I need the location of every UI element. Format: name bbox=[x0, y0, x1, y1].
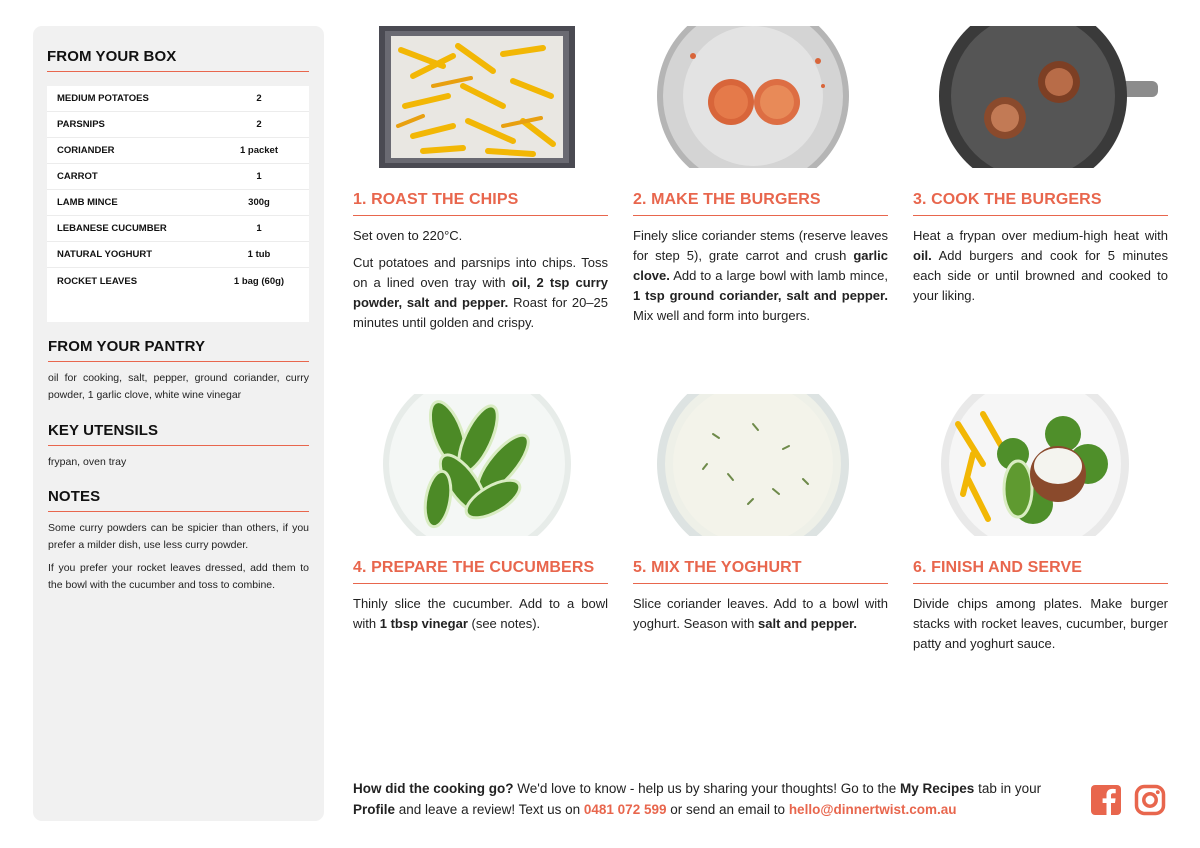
step-title: 1. ROAST THE CHIPS bbox=[353, 191, 608, 216]
ingredient-row bbox=[47, 138, 309, 164]
footer-text-run: and leave a review! Text us on bbox=[395, 802, 584, 817]
step-text-run: Finely slice coriander stems (reserve leaves for step 5), grate carrot and crush bbox=[633, 228, 888, 263]
ingredient-quantity: 1 tub bbox=[247, 249, 271, 260]
notes-paragraph: If you prefer your rocket leaves dressed, add them to the bowl with the cucumber and toss to combine. bbox=[48, 562, 309, 591]
step-paragraph bbox=[353, 226, 608, 246]
ingredient-quantity: 1 bag (60g) bbox=[233, 275, 285, 287]
ingredient-name: LAMB MINCE bbox=[57, 197, 118, 208]
step-text-run: Heat a frypan over medium-high heat with bbox=[913, 228, 1168, 243]
step-1 bbox=[353, 26, 608, 333]
ingredient-name: CORIANDER bbox=[57, 145, 115, 156]
step-title: 2. MAKE THE BURGERS bbox=[633, 191, 888, 216]
ingredient-quantity: 1 bbox=[256, 171, 262, 182]
step-5 bbox=[633, 394, 888, 634]
step-text-run: Set oven to 220°C. bbox=[353, 228, 463, 243]
step-title: 3. COOK THE BURGERS bbox=[913, 191, 1168, 216]
step-text-run: Roast for 20–25 minutes until golden and crispy. bbox=[353, 295, 608, 330]
ingredient-name: PARSNIPS bbox=[57, 119, 105, 130]
step-text-run: Cut potatoes and parsnips into chips. Toss on a lined oven tray with bbox=[353, 255, 608, 290]
ingredient-name: NATURAL YOGHURT bbox=[57, 249, 152, 260]
sliced-cucumber-bowl-image bbox=[353, 394, 608, 536]
step-2 bbox=[633, 26, 888, 326]
step-3 bbox=[913, 26, 1168, 306]
yoghurt-sauce-bowl-image bbox=[633, 394, 888, 536]
ingredient-row bbox=[47, 242, 309, 268]
step-emphasis: oil, 2 tsp curry powder, salt and pepper. bbox=[353, 275, 608, 310]
contact-link[interactable]: 0481 072 599 bbox=[583, 802, 667, 817]
step-body bbox=[633, 226, 888, 326]
step-body bbox=[913, 226, 1168, 306]
ingredient-name: ROCKET LEAVES bbox=[57, 275, 138, 287]
step-emphasis: oil. bbox=[913, 248, 932, 263]
ingredient-name: LEBANESE CUCUMBER bbox=[57, 223, 167, 234]
utensils-section bbox=[48, 422, 309, 471]
ingredient-row bbox=[47, 164, 309, 190]
feedback-message bbox=[353, 778, 1073, 820]
footer-text-run: tab in your bbox=[974, 781, 1042, 796]
step-body bbox=[633, 594, 888, 634]
step-emphasis: salt and pepper. bbox=[758, 616, 858, 631]
burger-patties-bowl-image bbox=[633, 26, 888, 168]
notes-title: NOTES bbox=[48, 488, 309, 512]
pantry-text: oil for cooking, salt, pepper, ground coriander, curry powder, 1 garlic clove, white wine vinegar bbox=[48, 372, 309, 401]
step-paragraph bbox=[633, 594, 888, 634]
notes-paragraph: Some curry powders can be spicier than others, if you prefer a milder dish, use less curry powder. bbox=[48, 522, 309, 551]
ingredients-table bbox=[47, 86, 309, 322]
step-body bbox=[353, 226, 608, 333]
step-paragraph bbox=[913, 226, 1168, 306]
step-text-run: Add to a large bowl with lamb mince, bbox=[669, 268, 888, 283]
facebook-icon[interactable] bbox=[1090, 784, 1122, 816]
step-paragraph bbox=[913, 594, 1168, 654]
step-text-run: Mix well and form into burgers. bbox=[633, 308, 811, 323]
ingredient-row bbox=[47, 86, 309, 112]
burgers-in-frypan-image bbox=[913, 26, 1168, 168]
step-paragraph bbox=[353, 594, 608, 634]
utensils-title: KEY UTENSILS bbox=[48, 422, 309, 446]
step-text-run: Add burgers and cook for 5 minutes each side or until browned and cooked to your liking. bbox=[913, 248, 1168, 303]
ingredient-row bbox=[47, 268, 309, 294]
from-your-box-title: FROM YOUR BOX bbox=[47, 48, 309, 72]
step-paragraph bbox=[633, 226, 888, 326]
step-paragraph bbox=[353, 253, 608, 333]
ingredient-row bbox=[47, 216, 309, 242]
instagram-icon[interactable] bbox=[1134, 784, 1166, 816]
ingredient-quantity: 1 bbox=[256, 223, 262, 234]
contact-link[interactable]: hello@dinnertwist.com.au bbox=[788, 802, 957, 817]
step-text-run: Divide chips among plates. Make burger stacks with rocket leaves, cucumber, burger patty and yoghurt sauce. bbox=[913, 596, 1168, 651]
footer-emphasis: My Recipes bbox=[900, 781, 975, 796]
utensils-text: frypan, oven tray bbox=[48, 456, 127, 468]
step-4 bbox=[353, 394, 608, 634]
ingredient-quantity: 2 bbox=[256, 93, 262, 104]
step-emphasis: 1 tbsp vinegar bbox=[379, 616, 468, 631]
plated-burger-stack-image bbox=[913, 394, 1168, 536]
step-text-run: Slice coriander leaves. Add to a bowl with yoghurt. Season with bbox=[633, 596, 888, 631]
footer-text-run: We'd love to know - help us by sharing your thoughts! Go to the bbox=[513, 781, 901, 796]
step-title: 5. MIX THE YOGHURT bbox=[633, 559, 888, 584]
step-6 bbox=[913, 394, 1168, 654]
step-title: 6. FINISH AND SERVE bbox=[913, 559, 1168, 584]
step-text-run: (see notes). bbox=[467, 616, 541, 631]
ingredient-quantity: 300g bbox=[248, 197, 270, 208]
ingredient-name: CARROT bbox=[57, 171, 98, 182]
step-body bbox=[353, 594, 608, 634]
sidebar bbox=[33, 26, 324, 821]
step-body bbox=[913, 594, 1168, 654]
step-title: 4. PREPARE THE CUCUMBERS bbox=[353, 559, 608, 584]
step-text-run: Thinly slice the cucumber. Add to a bowl with bbox=[353, 596, 608, 631]
ingredient-row bbox=[47, 112, 309, 138]
ingredient-quantity: 2 bbox=[256, 119, 262, 130]
step-emphasis: 1 tsp ground coriander, salt and pepper. bbox=[633, 288, 888, 303]
footer-emphasis: How did the cooking go? bbox=[353, 781, 514, 796]
ingredient-quantity: 1 packet bbox=[239, 145, 279, 156]
pantry-section bbox=[48, 338, 309, 404]
footer-emphasis: Profile bbox=[353, 802, 396, 817]
ingredient-row bbox=[47, 190, 309, 216]
ingredient-name: MEDIUM POTATOES bbox=[57, 93, 149, 104]
pantry-title: FROM YOUR PANTRY bbox=[48, 338, 309, 362]
footer-text-run: or send an email to bbox=[666, 802, 789, 817]
notes-section bbox=[48, 488, 309, 594]
step-emphasis: garlic clove. bbox=[633, 248, 888, 283]
roasted-chips-tray-image bbox=[353, 26, 608, 168]
